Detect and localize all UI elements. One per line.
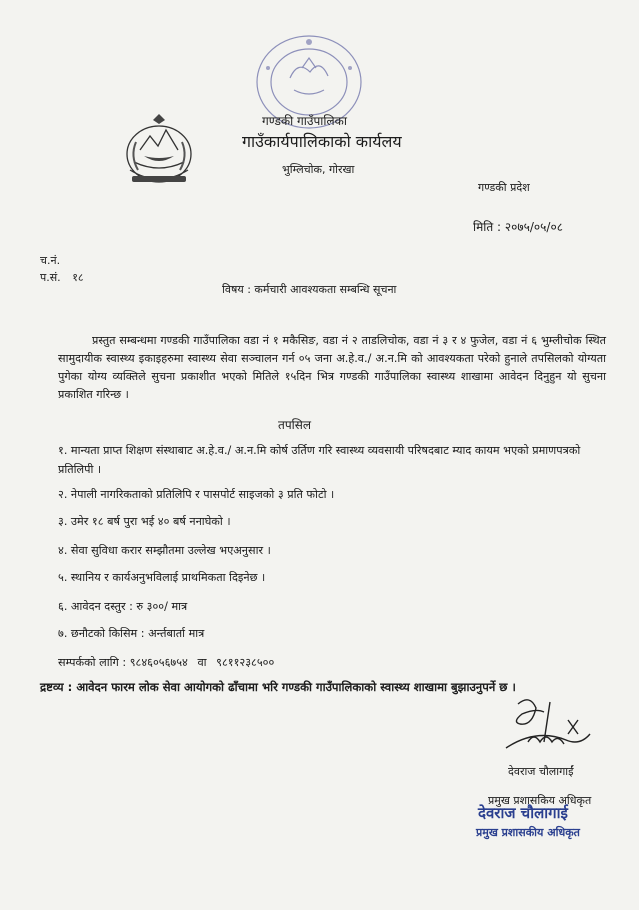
contact-line — [58, 654, 274, 672]
list-item: ७. छनौटको किसिम : अर्न्तबार्ता मात्र — [58, 627, 205, 640]
stamp-name: देवराज चौलागाई — [478, 804, 568, 822]
handwritten-signature — [498, 690, 594, 758]
date-line — [473, 218, 563, 235]
signatory-name: देवराज चौलागाईं — [508, 765, 574, 778]
list-item: १. मान्यता प्राप्त शिक्षण संस्थाबाट अ.हे.व./ अ.न.मि कोर्ष उर्तिण गरि स्वास्थ्य व्यवसायी परिषदबाट म्याद कायम भएको प्रमाणपत्रको प्रतिलिपी । — [58, 444, 581, 476]
contact-label: सम्पर्कको लागि : — [58, 656, 127, 669]
note-line: द्रष्टव्य : आवेदन फारम लोक सेवा आयोगको ढाँचामा भरि गण्डकी गाउँपालिकाको स्वास्थ्य शाखामा बुझाउनुपर्ने छ । — [40, 680, 516, 694]
pa-sa-value: १८ — [72, 271, 84, 284]
date-value: २०७५/०५/०८ — [504, 220, 563, 234]
subject-line: विषय : कर्मचारी आवश्यकता सम्बन्धि सूचना — [222, 283, 397, 296]
stamp-title: प्रमुख प्रशासकीय अधिकृत — [476, 826, 580, 839]
list-item: २. नेपाली नागरिकताको प्रतिलिपि र पासपोर्ट साइजको ३ प्रति फोटो । — [58, 488, 335, 501]
province-name: गण्डकी प्रदेश — [478, 181, 530, 194]
list-item: ५. स्थानिय र कार्यअनुभविलाई प्राथमिकता दिइनेछ । — [58, 571, 266, 584]
contact-phone-2: ९८११२३८५०० — [216, 656, 275, 669]
list-item: ६. आवेदन दस्तुर : रु ३००/ मात्र — [58, 600, 188, 613]
pa-sa-line — [40, 270, 84, 285]
tapasil-heading: तपसिल — [278, 418, 312, 432]
list-item: ४. सेवा सुविधा करार सम्झौतमा उल्लेख भएअनुसार । — [58, 544, 271, 557]
list-item: ३. उमेर १८ बर्ष पुरा भई ४० बर्ष ननाघेको । — [58, 515, 231, 528]
signatory-title: प्रमुख प्रशासकिय अधिकृत — [488, 794, 592, 807]
office-address: भुम्लिचोक, गोरखा — [282, 163, 355, 176]
contact-phone-1: ९८४६०५६७५४ — [129, 656, 188, 669]
municipality-name: गण्डकी गाउँपालिका — [262, 114, 347, 128]
pa-sa-label: प.सं. — [40, 271, 61, 284]
office-title: गाउँकार्यपालिकाको कार्यलय — [242, 132, 402, 151]
cha-no-label: च.नं. — [40, 254, 61, 267]
intro-paragraph: प्रस्तुत सम्बन्धमा गण्डकी गाउँपालिका वडा नं १ मकैसिङ, वडा नं २ ताडलिचोक, वडा नं ३ र ४ फुजेल, वडा नं ६ भुम्लीचोक स्थित सामुदायीक स्वास्थ्य इकाइहरुमा स्वास्थ्य सेवा सञ्चालन गर्न ०५ जना अ.हे.व./ अ.न.मि को आवश्यकता परेको हुनाले तपसिलको योग्यता पुगेका योग्य व्यक्तिले सुचना प्रकाशीत भएको मितिले १५दिन भित्र गण्डकी गाउँपालिका स्वास्थ्य शाखामा आवेदन दिनुहुन यो सुचना प्रकाशित गरिन्छ । — [58, 334, 606, 401]
contact-or: वा — [197, 656, 207, 669]
nepal-emblem-logo — [120, 112, 198, 192]
date-label: मिति : — [473, 220, 502, 234]
